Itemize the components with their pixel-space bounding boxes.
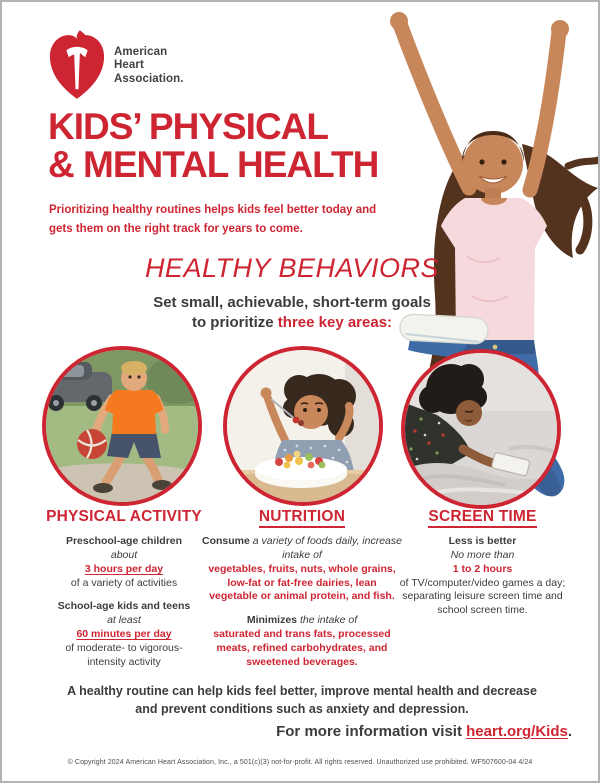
- screen-time-column: [390, 508, 575, 628]
- goals-line-2: [22, 313, 562, 333]
- physical-activity-photo: [42, 346, 202, 506]
- nutrition-block-2: [202, 614, 402, 669]
- screen-b1-highlight: 1 to 2 hours: [452, 562, 513, 575]
- logo-line-3: Association.: [114, 72, 184, 85]
- physical-b1-rest: of a variety of activities: [70, 576, 178, 589]
- aha-logo: [48, 28, 184, 104]
- physical-activity-column: [24, 508, 224, 680]
- nutrition-heading: [202, 508, 402, 526]
- page-title: [48, 108, 378, 185]
- page-subtitle: [49, 201, 449, 238]
- subtitle-line-2: gets them on the right track for years to come.: [49, 222, 303, 235]
- more-info-line: [276, 723, 572, 740]
- goals-text: [22, 293, 562, 333]
- nutrition-column: [202, 508, 402, 680]
- boy-basketball-illustration: [46, 350, 198, 502]
- physical-b2-highlight: 60 minutes per day: [76, 628, 172, 641]
- screen-time-heading-text: SCREEN TIME: [428, 508, 536, 528]
- physical-b1-title: Preschool-age children: [65, 535, 183, 547]
- logo-line-1: American: [114, 46, 168, 59]
- info-prefix: For more information visit: [276, 723, 467, 740]
- aha-heart-torch-icon: [48, 28, 106, 104]
- physical-activity-heading-text: PHYSICAL ACTIVITY: [46, 508, 202, 525]
- aha-logo-wordmark: [114, 46, 184, 86]
- basketball-icon: [77, 429, 107, 459]
- nutrition-b2-italic: the intake of: [297, 614, 358, 627]
- goals-line-1: Set small, achievable, short-term goals: [153, 294, 431, 311]
- healthy-behaviors-heading: HEALTHY BEHAVIORS: [144, 253, 440, 283]
- nutrition-b1-red: vegetables, fruits, nuts, whole grains, low-fat or fat-free dairies, lean vegetable or animal protein, and fish.: [208, 562, 396, 603]
- physical-block-2: [24, 600, 224, 669]
- nutrition-b2-red: saturated and trans fats, processed meats, refined carbohydrates, and sweetened beverages.: [213, 628, 391, 668]
- nutrition-b1-lead: Consume: [202, 535, 250, 547]
- physical-b2-title: School-age kids and teens: [57, 600, 191, 613]
- nutrition-b2-lead: Minimizes: [246, 614, 298, 627]
- statement-line-2: and prevent conditions such as anxiety and depression.: [135, 702, 469, 717]
- screen-block-1: [390, 535, 575, 618]
- screen-b1-title: Less is better: [448, 535, 517, 547]
- physical-b2-rest2: intensity activity: [87, 655, 161, 668]
- screen-b1-qualifier: No more than: [450, 548, 515, 561]
- nutrition-heading-text: NUTRITION: [259, 508, 345, 528]
- screen-time-photo: [401, 349, 561, 509]
- physical-b2-qualifier: at least: [107, 614, 141, 627]
- physical-block-1: [24, 535, 224, 590]
- statement-line-1: A healthy routine can help kids feel better, improve mental health and decrease: [67, 684, 537, 698]
- nutrition-block-1: [202, 535, 402, 604]
- footer-statement: [12, 682, 592, 718]
- title-line-2: & MENTAL HEALTH: [48, 144, 379, 186]
- physical-b1-qualifier: about: [110, 548, 138, 561]
- physical-b1-highlight: 3 hours per day: [84, 562, 164, 575]
- heart-org-kids-link[interactable]: heart.org/Kids: [466, 723, 568, 740]
- nutrition-b1-italic: a variety of foods daily, increase intake of: [249, 535, 402, 561]
- goals-line2-prefix: to prioritize: [191, 313, 278, 331]
- screen-time-heading: [390, 508, 575, 526]
- goals-line2-highlight: three key areas:: [277, 313, 393, 331]
- copyright-line: © Copyright 2024 American Heart Association, Inc., a 501(c)(3) not-for-profit. All rights reserved. Unauthorized use prohibited. WF507600-04 4/24: [67, 759, 533, 766]
- title-line-1: KIDS’ PHYSICAL: [48, 106, 328, 147]
- subtitle-line-1: Prioritizing healthy routines helps kids feel better today and: [49, 204, 377, 216]
- info-suffix: .: [567, 723, 572, 740]
- logo-line-2: Heart: [114, 59, 144, 72]
- girl-eating-illustration: [227, 350, 379, 502]
- screen-b1-rest: of TV/computer/video games a day; separating leisure screen time and school screen time.: [399, 576, 566, 617]
- boy-phone-illustration: [405, 353, 557, 505]
- physical-activity-heading: [24, 508, 224, 526]
- physical-b2-rest1: of moderate- to vigorous-: [65, 642, 183, 655]
- nutrition-photo: [223, 346, 383, 506]
